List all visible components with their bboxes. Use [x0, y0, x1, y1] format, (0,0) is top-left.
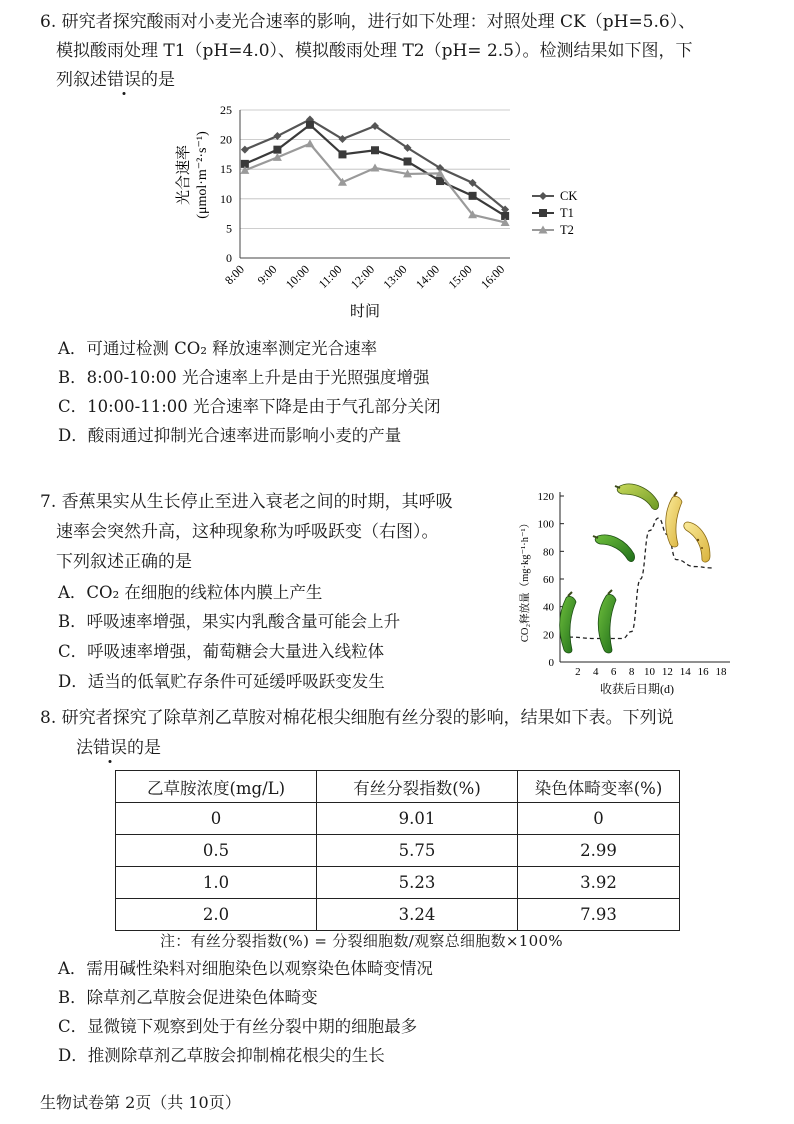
chart1-x-tick-label: 14:00 — [412, 262, 443, 292]
chart2-x-tick-labels — [575, 666, 727, 678]
q6-stem-line1: 6. 研究者探究酸雨对小麦光合速率的影响，进行如下处理：对照处理 CK（pH=5.6）、 — [40, 12, 696, 32]
table-cell: 5.75 — [317, 835, 518, 867]
chart1-legend-label: CK — [560, 189, 578, 203]
chart2-y-tick-label: 80 — [543, 546, 554, 559]
chart1-legend — [532, 189, 577, 237]
chart1-y-tick-labels — [220, 103, 232, 265]
q6-stem-line3 — [56, 68, 175, 92]
chart2-x-tick-label: 16 — [697, 666, 709, 678]
chart2-axes — [560, 492, 730, 662]
table-cell: 2.99 — [518, 835, 680, 867]
chart1-point-t2 — [305, 139, 314, 147]
chart1-y-tick-label: 10 — [220, 191, 232, 206]
q8-option-b: B．除草剂乙草胺会促进染色体畸变 — [58, 988, 318, 1007]
chart1-point-t1 — [404, 158, 412, 166]
q7-stem-line3: 下列叙述正确的是 — [56, 552, 192, 572]
chart1-x-tick-labels — [222, 262, 507, 291]
chart1-point-ck — [273, 132, 281, 140]
chart1-point-t1 — [273, 146, 281, 154]
q6-option-c: C．10:00-11:00 光合速率下降是由于气孔部分关闭 — [58, 397, 441, 416]
q8-table-note: 注：有丝分裂指数(%) = 分裂细胞数/观察总细胞数×100% — [160, 932, 563, 950]
chart1-y-tick-label: 15 — [220, 162, 232, 177]
q6-stem-pre: 列叙述 — [56, 70, 107, 90]
chart2-x-tick-label: 14 — [679, 666, 691, 678]
chart2-co2-curve — [569, 518, 712, 638]
chart1-x-tick-label: 12:00 — [347, 262, 378, 292]
table-header-row — [116, 771, 680, 803]
chart2-xlabel: 收获后日期(d) — [600, 682, 674, 696]
chart1-x-tick-label: 11:00 — [315, 262, 345, 292]
q7-option-a: A．CO₂ 在细胞的线粒体内膜上产生 — [58, 583, 323, 602]
chart1-point-t1 — [371, 146, 379, 154]
chart2-x-tick-label: 2 — [575, 666, 581, 678]
q8-stem-pre: 法 — [76, 738, 93, 758]
chart1-series — [240, 115, 509, 226]
chart2-x-tick-label: 10 — [643, 666, 655, 678]
table-header-mitotic-index: 有丝分裂指数(%) — [317, 771, 518, 803]
chart1-point-t1 — [306, 121, 314, 129]
chart1-x-tick-label: 8:00 — [222, 262, 248, 288]
q7-option-c: C．呼吸速率增强，葡萄糖会大量进入线粒体 — [58, 642, 385, 661]
table-cell: 0 — [518, 803, 680, 835]
chart1-x-tick-label: 15:00 — [445, 262, 475, 292]
q7-respiration-chart — [510, 478, 750, 700]
q6-stem-emphasis: 错误 — [107, 70, 141, 90]
table-header-aberration-rate: 染色体畸变率(%) — [518, 771, 680, 803]
page-footer: 生物试卷第 2页（共 10页） — [40, 1093, 241, 1112]
table-row — [116, 803, 680, 835]
green-banana-icon — [598, 590, 616, 653]
chart2-x-tick-label: 18 — [715, 666, 727, 678]
chart2-y-tick-label: 40 — [543, 601, 554, 614]
table-cell: 3.24 — [317, 899, 518, 931]
table-row — [116, 899, 680, 931]
q6-stem-post: 的是 — [141, 70, 175, 90]
table-header-concentration: 乙草胺浓度(mg/L) — [116, 771, 317, 803]
q6-photosynthesis-chart — [170, 100, 610, 325]
chart2-y-tick-label: 20 — [543, 629, 554, 642]
table-cell: 0 — [116, 803, 317, 835]
q8-data-table — [115, 770, 680, 931]
q8-option-c: C．显微镜下观察到处于有丝分裂中期的细胞最多 — [58, 1017, 418, 1036]
q8-stem-line1: 8. 研究者探究了除草剂乙草胺对棉花根尖细胞有丝分裂的影响，结果如下表。下列说 — [40, 708, 674, 728]
table-cell: 7.93 — [518, 899, 680, 931]
yellow-banana-icon — [666, 492, 682, 547]
table-cell: 0.5 — [116, 835, 317, 867]
chart1-y-tick-label: 25 — [220, 103, 232, 117]
chart2-ylabel: CO₂释放量（mg·kg⁻¹·h⁻¹） — [520, 517, 531, 643]
table-row — [116, 867, 680, 899]
q7-stem-line1: 7. 香蕉果实从生长停止至进入衰老之间的时期，其呼吸 — [40, 492, 453, 512]
chart1-ylabel-unit: (μmol·m⁻²·s⁻¹) — [195, 131, 210, 219]
ripening-banana-icon — [615, 484, 659, 510]
chart1-series-line-t2 — [245, 144, 505, 223]
chart1-legend-label: T2 — [560, 223, 574, 237]
chart2-y-tick-labels — [538, 491, 555, 669]
chart1-legend-label: T1 — [560, 206, 574, 220]
chart2-y-tick-label: 60 — [543, 574, 554, 586]
table-cell: 2.0 — [116, 899, 317, 931]
chart2-series — [569, 518, 712, 638]
chart1-point-t1 — [469, 192, 477, 200]
table-cell: 3.92 — [518, 867, 680, 899]
chart2-x-tick-label: 8 — [628, 666, 635, 678]
chart1-legend-marker — [539, 209, 547, 217]
q7-option-b: B．呼吸速率增强，果实内乳酸含量可能会上升 — [58, 612, 401, 631]
chart1-x-tick-label: 16:00 — [478, 262, 508, 292]
q7-option-d: D．适当的低氧贮存条件可延缓呼吸跃变发生 — [58, 672, 385, 691]
chart1-y-tick-label: 20 — [220, 132, 232, 147]
chart2-x-tick-label: 4 — [593, 666, 599, 678]
q8-option-d: D．推测除草剂乙草胺会抑制棉花根尖的生长 — [58, 1046, 385, 1065]
chart1-gridlines — [240, 110, 510, 258]
chart1-xlabel: 时间 — [349, 304, 381, 320]
chart2-x-tick-label: 6 — [610, 666, 617, 678]
q8-option-a: A．需用碱性染料对细胞染色以观察染色体畸变情况 — [58, 959, 433, 978]
chart2-y-tick-label: 100 — [537, 518, 554, 531]
chart1-legend-marker — [539, 192, 547, 200]
chart1-x-tick-label: 13:00 — [380, 262, 410, 292]
chart1-ylabel-main: 光合速率 — [176, 144, 192, 206]
chart1-y-tick-label: 5 — [226, 221, 232, 236]
q6-option-d: D．酸雨通过抑制光合速率进而影响小麦的产量 — [58, 426, 402, 445]
table-cell: 1.0 — [116, 867, 317, 899]
chart2-y-tick-label: 120 — [537, 491, 554, 503]
green-banana-icon — [593, 535, 635, 562]
chart1-x-tick-label: 10:00 — [282, 262, 313, 292]
chart1-point-t1 — [338, 150, 346, 158]
table-cell: 5.23 — [317, 867, 518, 899]
yellow-banana-icon — [684, 522, 710, 562]
q8-stem-emphasis: 错误 — [93, 738, 127, 758]
chart2-x-tick-label: 12 — [661, 666, 673, 678]
chart2-y-tick-label: 0 — [548, 657, 554, 669]
chart1-y-tick-label: 0 — [226, 251, 232, 265]
q6-option-b: B．8:00-10:00 光合速率上升是由于光照强度增强 — [58, 368, 430, 387]
q6-stem-line2: 模拟酸雨处理 T1（pH=4.0）、模拟酸雨处理 T2（pH= 2.5）。检测结果如下图，下 — [56, 41, 693, 61]
q8-stem-line2 — [76, 736, 161, 760]
table-cell: 9.01 — [317, 803, 518, 835]
chart1-point-ck — [241, 146, 249, 154]
q6-option-a: A．可通过检测 CO₂ 释放速率测定光合速率 — [58, 339, 378, 358]
green-banana-icon — [560, 592, 576, 653]
table-row — [116, 835, 680, 867]
q8-stem-post: 的是 — [127, 738, 161, 758]
q7-stem-line2: 速率会突然升高，这种现象称为呼吸跃变（右图）。 — [56, 522, 439, 542]
chart1-x-tick-label: 9:00 — [254, 262, 280, 288]
